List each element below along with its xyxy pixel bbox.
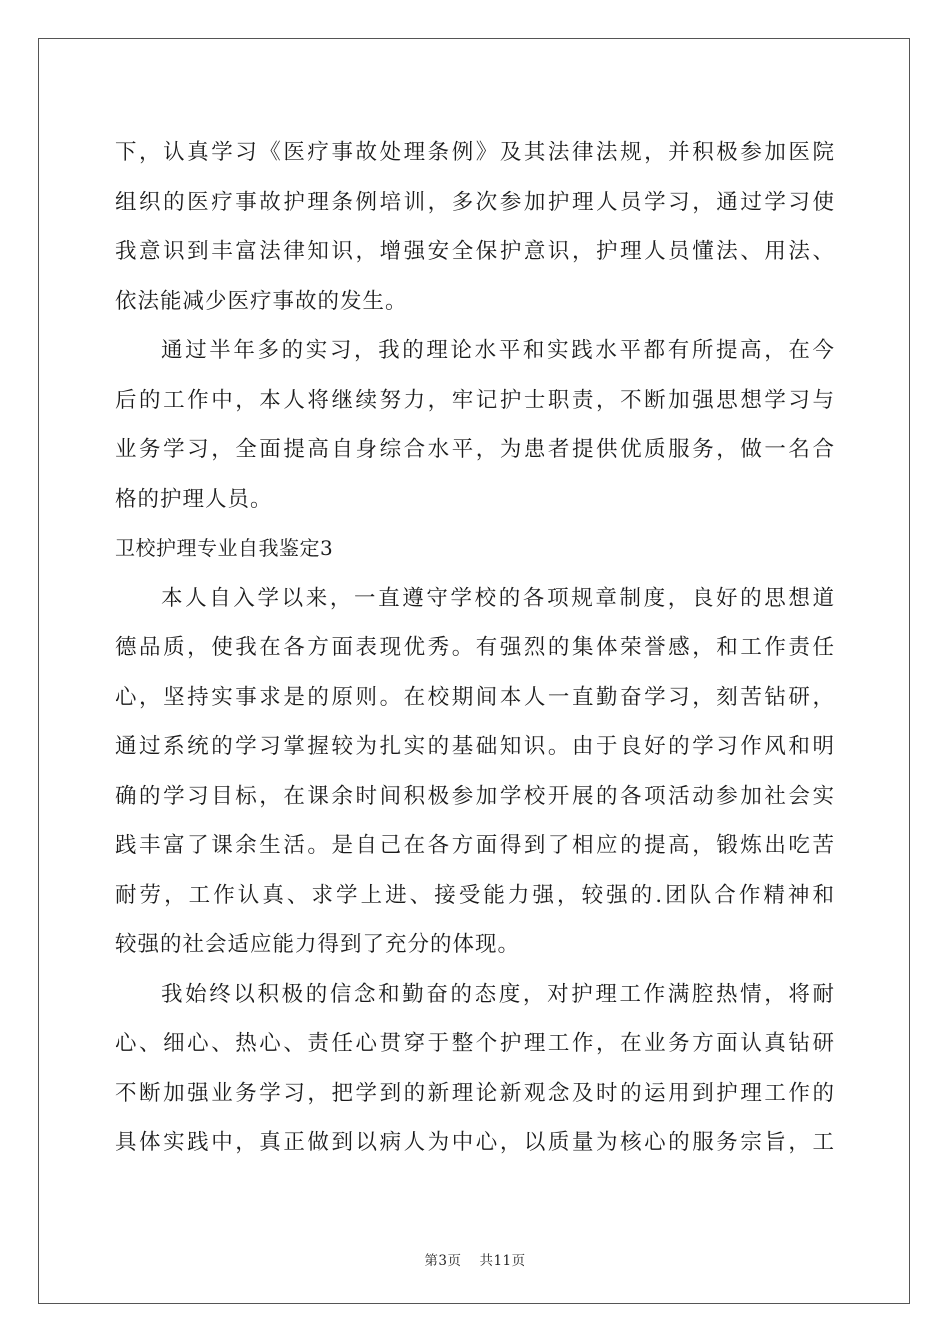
text-line: 我意识到丰富法律知识，增强安全保护意识，护理人员懂法、用法、 <box>115 239 835 264</box>
text-line: 较强的社会适应能力得到了充分的体现。 <box>115 932 521 957</box>
text-line: 组织的医疗事故护理条例培训，多次参加护理人员学习，通过学习使 <box>115 189 835 215</box>
text-line: 心，坚持实事求是的原则。在校期间本人一直勤奋学习，刻苦钻研， <box>115 684 835 710</box>
section-title: 卫校护理专业自我鉴定3 <box>115 536 334 560</box>
text-line: 通过半年多的实习，我的理论水平和实践水平都有所提高，在今 <box>161 338 835 363</box>
text-line: 耐劳，工作认真、求学上进、接受能力强，较强的.团队合作精神和 <box>115 882 835 908</box>
page-total: 共11页 <box>479 1253 526 1269</box>
text-line: 业务学习，全面提高自身综合水平，为患者提供优质服务，做一名合 <box>115 437 835 462</box>
text-line: 具体实践中，真正做到以病人为中心，以质量为核心的服务宗旨，工 <box>115 1130 835 1155</box>
page-footer <box>0 1249 950 1269</box>
text-line: 践丰富了课余生活。是自己在各方面得到了相应的提高，锻炼出吃苦 <box>115 833 835 858</box>
text-line: 本人自入学以来，一直遵守学校的各项规章制度，良好的思想道 <box>161 585 835 611</box>
text-line: 我始终以积极的信念和勤奋的态度，对护理工作满腔热情，将耐 <box>161 981 835 1007</box>
paragraph <box>115 574 835 970</box>
text-line: 通过系统的学习掌握较为扎实的基础知识。由于良好的学习作风和明 <box>115 734 835 759</box>
text-line: 依法能减少医疗事故的发生。 <box>115 288 408 314</box>
text-line: 心、细心、热心、责任心贯穿于整个护理工作，在业务方面认真钻研 <box>115 1031 835 1056</box>
text-line: 下，认真学习《医疗事故处理条例》及其法律法规，并积极参加医院 <box>115 140 835 165</box>
text-line: 德品质，使我在各方面表现优秀。有强烈的集体荣誉感，和工作责任 <box>115 635 835 660</box>
paragraph <box>115 326 835 524</box>
document-body <box>115 128 835 1168</box>
text-line: 格的护理人员。 <box>115 486 273 512</box>
text-line: 不断加强业务学习，把学到的新理论新观念及时的运用到护理工作的 <box>115 1080 835 1106</box>
text-line: 后的工作中，本人将继续努力，牢记护士职责，不断加强思想学习与 <box>115 387 835 413</box>
paragraph <box>115 970 835 1168</box>
text-line: 确的学习目标，在课余时间积极参加学校开展的各项活动参加社会实 <box>115 783 835 809</box>
page-number: 第3页 <box>424 1253 462 1269</box>
paragraph <box>115 128 835 326</box>
